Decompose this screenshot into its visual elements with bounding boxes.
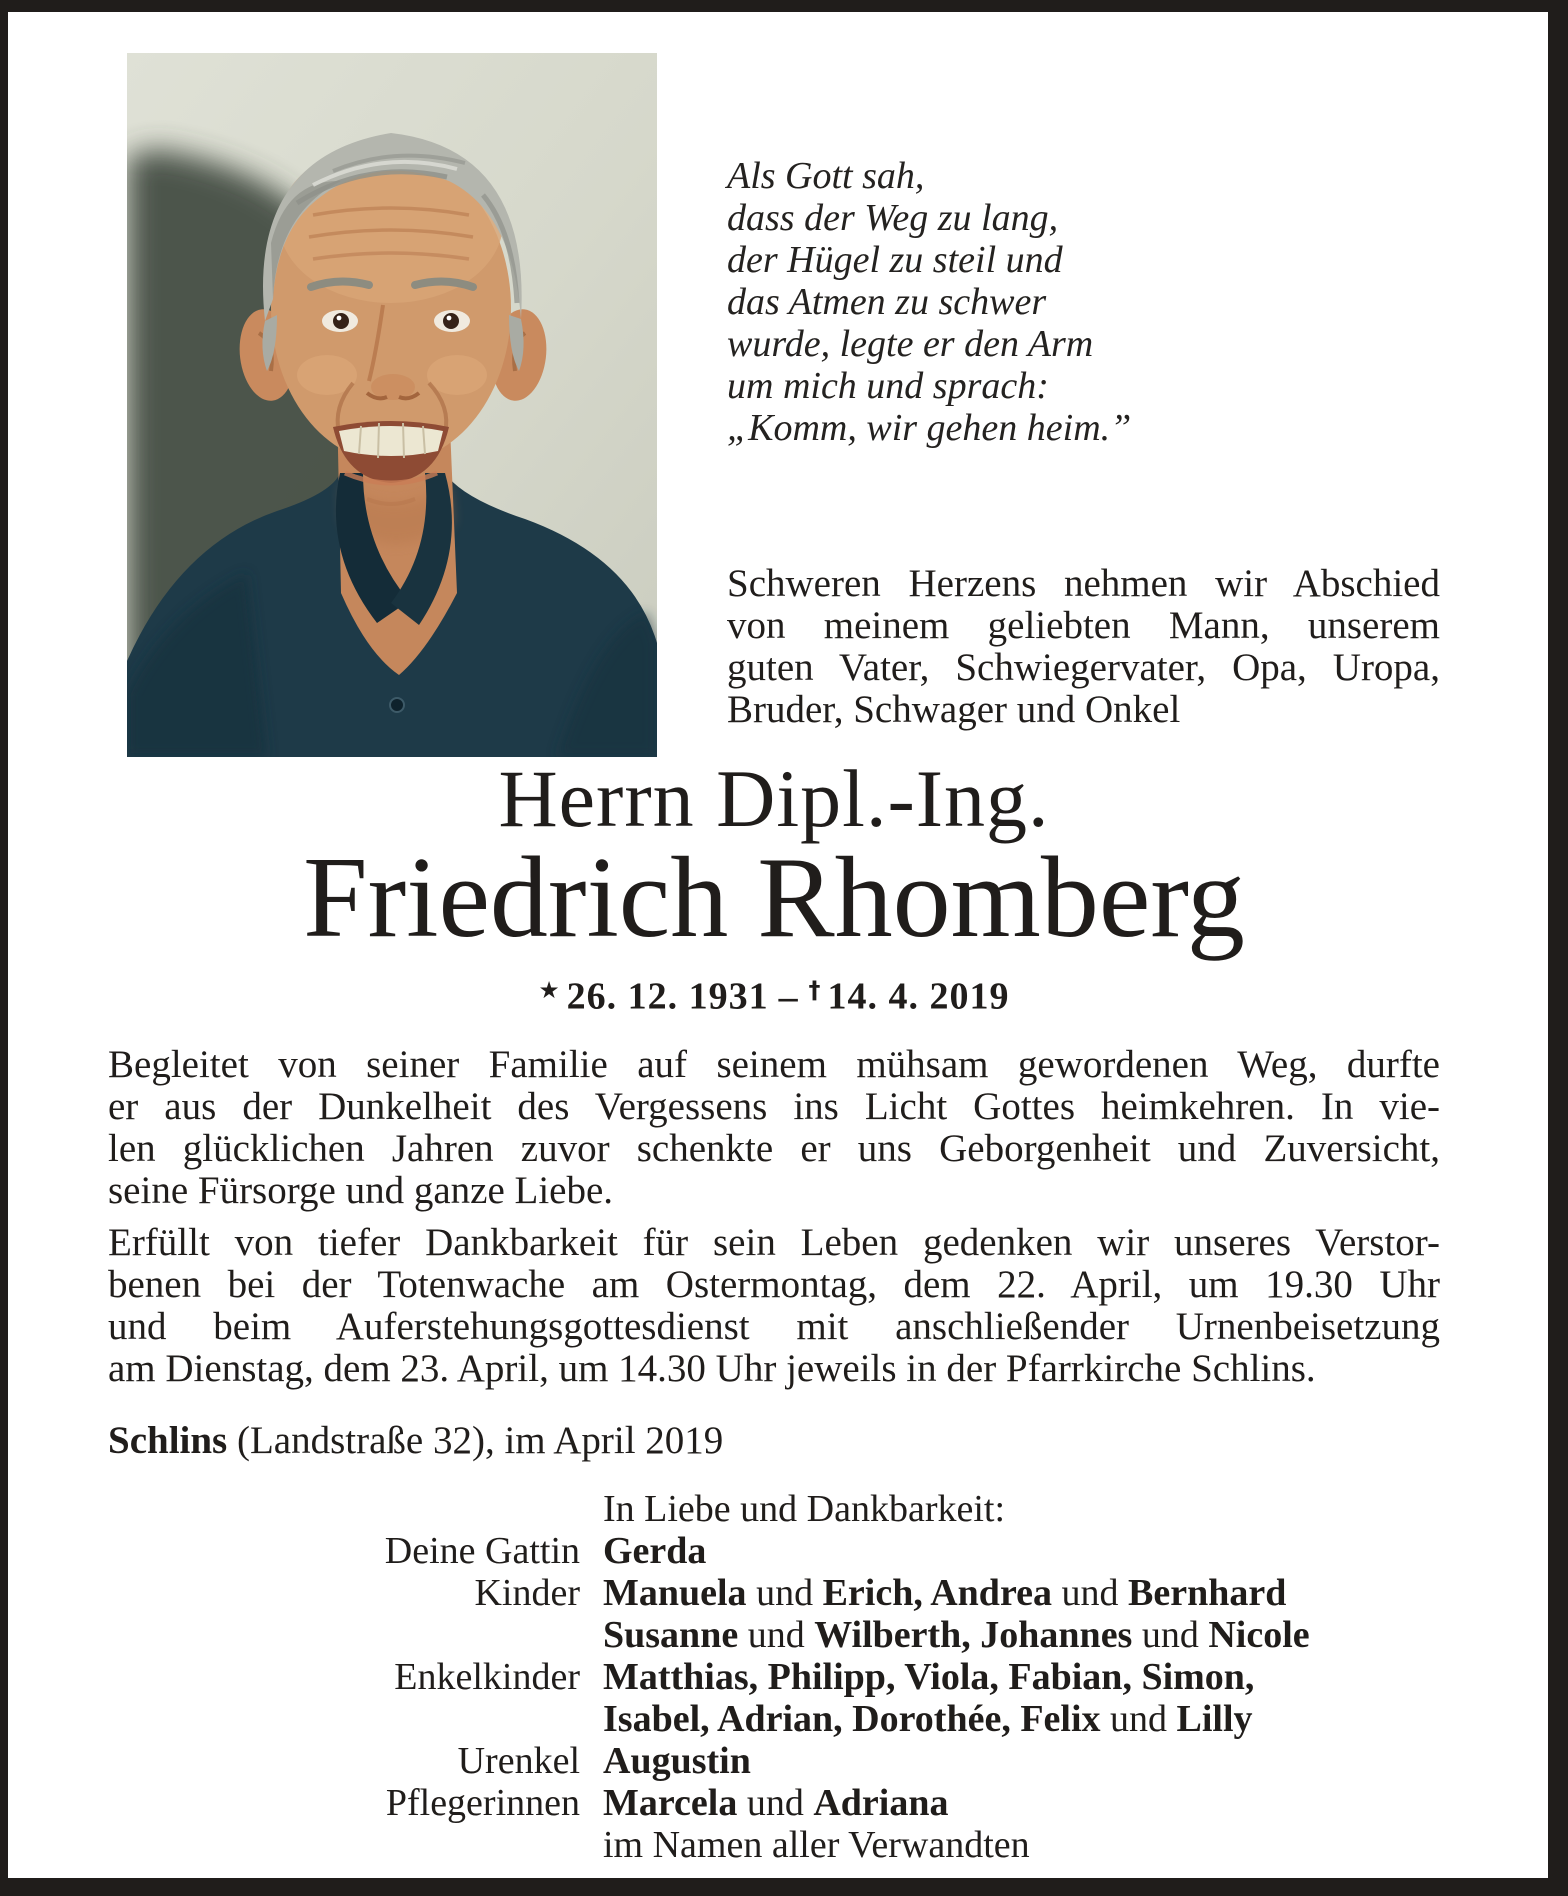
portrait-photo [127,53,657,757]
family-role-label [108,1698,580,1740]
family-row [108,1656,1448,1698]
family-names [603,1530,1448,1572]
family-member-name: Erich, Andrea [822,1572,1052,1614]
family-text: und [1100,1698,1177,1740]
family-text: und [1132,1614,1209,1656]
family-role-label [108,1824,580,1866]
family-names [603,1698,1448,1740]
family-text: In Liebe und Dankbarkeit: [603,1488,1006,1530]
family-member-name: Matthias, Philipp, Viola, Fabian, Simon, [603,1656,1255,1698]
family-member-name: Gerda [603,1530,707,1572]
life-dates [108,968,1440,1019]
family-role-label: Enkelkinder [394,1656,580,1698]
verse-line: der Hügel zu steil und [727,239,1063,281]
family-row [108,1488,1448,1530]
shirt-button [390,698,404,712]
family-member-name: Marcela [603,1782,738,1824]
family-names [603,1614,1448,1656]
family-names [603,1488,1448,1530]
death-cross-icon: † [808,976,822,1004]
family-names [603,1656,1448,1698]
paragraph-line: am Dienstag, dem 23. April, um 14.30 Uhr jeweils in der Pfarrkirche Schlins. [108,1347,1316,1390]
paragraph-line: er aus der Dunkelheit des Vergessens ins Licht Gottes heimkehren. In vie- [108,1085,1440,1128]
family-row [108,1824,1448,1866]
memorial-verse [727,155,1287,449]
family-role-label: Deine Gattin [384,1530,580,1572]
family-member-name: Wilberth, Johannes [814,1614,1133,1656]
family-row [108,1740,1448,1782]
family-member-name: Manuela [603,1572,747,1614]
family-text: und [746,1572,823,1614]
birth-date: 26. 12. 1931 [566,975,769,1018]
birth-star-icon: ★ [538,976,561,1004]
family-member-name: Susanne [603,1614,739,1656]
family-member-name: Adriana [813,1782,949,1824]
family-names [603,1572,1448,1614]
paragraph-line: und beim Auferstehungsgottesdienst mit anschließender Urnenbeisetzung [108,1305,1440,1348]
verse-line: wurde, legte er den Arm [727,323,1094,365]
location-date-line [108,1420,1440,1462]
verse-line: das Atmen zu schwer [727,281,1047,323]
family-member-name: Nicole [1208,1614,1310,1656]
verse-line: dass der Weg zu lang, [727,197,1059,239]
obituary-paragraph-2 [108,1222,1440,1390]
paragraph-line: seine Fürsorge und ganze Liebe. [108,1169,614,1212]
location-name: Schlins [108,1419,228,1462]
family-member-name: Bernhard [1128,1572,1287,1614]
family-names [603,1824,1448,1866]
paragraph-line: len glücklichen Jahren zuvor schenkte er uns Geborgenheit und Zuversicht, [108,1127,1440,1170]
family-row [108,1530,1448,1572]
farewell-line: von meinem geliebten Mann, unserem [727,604,1440,647]
family-role-label: Pflegerinnen [385,1782,580,1824]
verse-line: „Komm, wir gehen heim.” [727,407,1132,449]
family-row [108,1614,1448,1656]
location-rest: (Landstraße 32), im April 2019 [227,1419,724,1462]
death-date: 14. 4. 2019 [827,975,1010,1018]
dates-separator: – [778,975,799,1018]
family-role-label: Kinder [474,1572,580,1614]
family-names [603,1782,1448,1824]
farewell-paragraph [727,563,1440,731]
family-row [108,1572,1448,1614]
farewell-line: Bruder, Schwager und Onkel [727,688,1181,731]
verse-line: Als Gott sah, [727,155,925,197]
family-row [108,1782,1448,1824]
card-surface [8,12,1548,1878]
paragraph-line: Begleitet von seiner Familie auf seinem mühsam gewordenen Weg, durfte [108,1043,1440,1086]
family-text: und [1052,1572,1128,1614]
paragraph-line: benen bei der Totenwache am Ostermontag, dem 22. April, um 19.30 Uhr [108,1263,1440,1306]
obituary-paragraph-1 [108,1044,1440,1212]
verse-line: um mich und sprach: [727,365,1049,407]
family-member-name: Augustin [603,1740,751,1782]
family-member-name: Lilly [1176,1698,1253,1740]
family-row [108,1698,1448,1740]
family-role-label [108,1614,580,1656]
family-text: im Namen aller Verwandten [603,1824,1030,1866]
family-text: und [737,1782,814,1824]
farewell-line: guten Vater, Schwiegervater, Opa, Uropa, [727,646,1440,689]
family-text: und [738,1614,815,1656]
family-role-label: Urenkel [457,1740,580,1782]
farewell-line: Schweren Herzens nehmen wir Abschied [727,562,1440,605]
family-role-label [108,1488,580,1530]
honorific-title: Herrn Dipl.-Ing. [498,753,1050,844]
deceased-name: Friedrich Rhomberg [303,834,1245,962]
family-signature-list [108,1488,1448,1866]
paragraph-line: Erfüllt von tiefer Dankbarkeit für sein Leben gedenken wir unseres Verstor- [108,1221,1440,1264]
family-member-name: Isabel, Adrian, Dorothée, Felix [603,1698,1101,1740]
family-names [603,1740,1448,1782]
